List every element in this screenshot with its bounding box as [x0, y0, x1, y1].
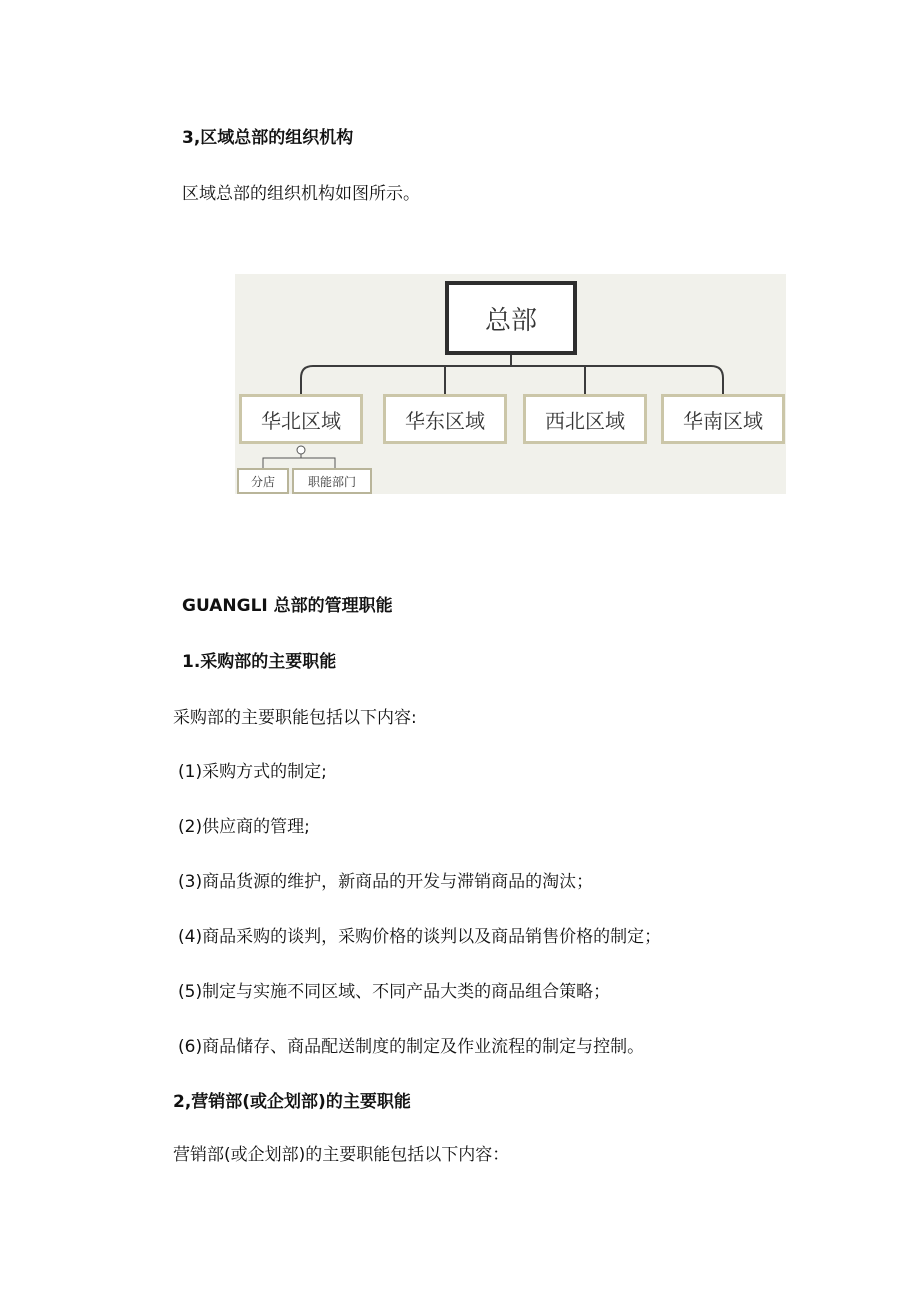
- org-node-region-north: 华北区域: [239, 394, 363, 444]
- purchasing-item: (1)采购方式的制定;: [178, 762, 327, 782]
- purchasing-heading: 1.采购部的主要职能: [182, 652, 337, 672]
- org-node-region-northwest: 西北区域: [523, 394, 647, 444]
- purchasing-item: (2)供应商的管理;: [178, 817, 310, 837]
- section-3-heading: 3,区域总部的组织机构: [182, 128, 354, 148]
- org-node-region-east: 华东区域: [383, 394, 507, 444]
- marketing-heading: 2,营销部(或企划部)的主要职能: [173, 1092, 411, 1112]
- purchasing-intro: 采购部的主要职能包括以下内容:: [173, 708, 417, 728]
- functions-title: GUANGLI 总部的管理职能: [182, 596, 393, 616]
- org-node-headquarters: 总部: [445, 281, 577, 355]
- org-node-branch-store: 分店: [237, 468, 289, 494]
- purchasing-item: (6)商品储存、商品配送制度的制定及作业流程的制定与控制。: [178, 1037, 645, 1057]
- marketing-intro: 营销部(或企划部)的主要职能包括以下内容：: [173, 1145, 510, 1165]
- org-node-region-south: 华南区域: [661, 394, 785, 444]
- purchasing-item: (3)商品货源的维护，新商品的开发与滞销商品的淘汰；: [178, 872, 594, 892]
- org-node-functional-dept: 职能部门: [292, 468, 372, 494]
- purchasing-item: (4)商品采购的谈判，采购价格的谈判以及商品销售价格的制定；: [178, 927, 662, 947]
- org-chart: [235, 274, 786, 494]
- purchasing-item: (5)制定与实施不同区域、不同产品大类的商品组合策略；: [178, 982, 611, 1002]
- section-3-intro: 区域总部的组织机构如图所示。: [182, 184, 420, 204]
